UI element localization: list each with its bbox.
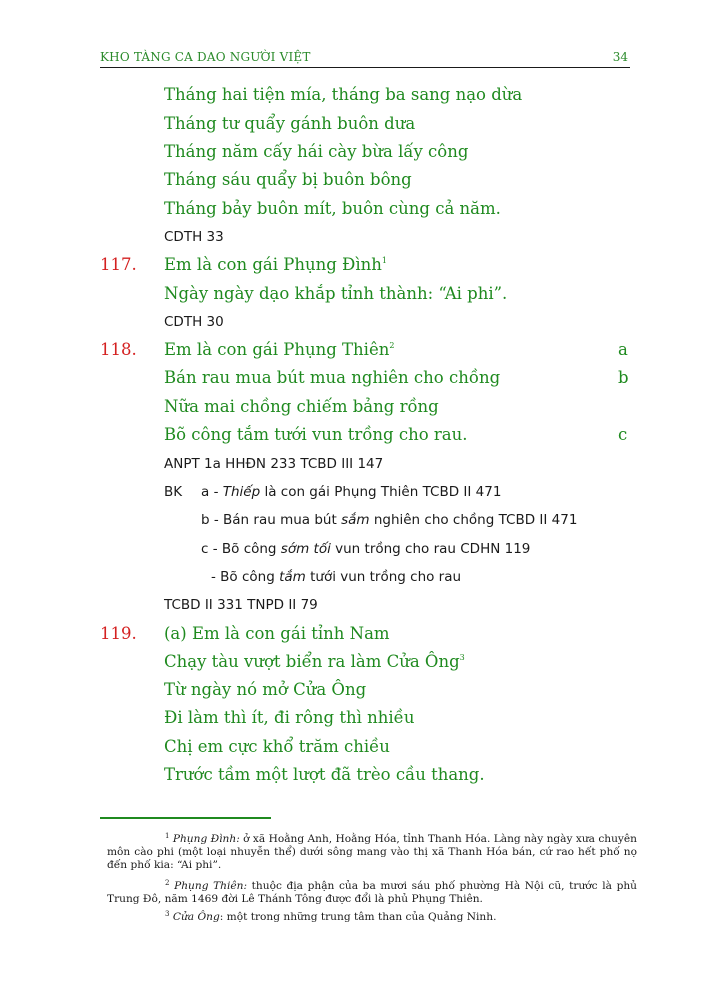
variant-emphasis: sớm tối	[280, 541, 331, 557]
book-title: KHO TÀNG CA DAO NGƯỜI VIỆT	[100, 50, 311, 64]
verse-line: Tháng sáu quẩy bị buôn bông	[164, 170, 412, 189]
variant-line	[201, 484, 501, 500]
variant-line	[201, 541, 530, 557]
variant-text: b - Bán rau mua bút	[201, 512, 342, 528]
variant-line	[201, 512, 577, 528]
verse-line: Bõ công tắm tưới vun trồng cho rau.	[164, 425, 468, 444]
footnote-term: Cửa Ông	[172, 911, 220, 923]
variant-text: tưới vun trồng cho rau	[305, 569, 462, 585]
verse-line: Đi làm thì ít, đi rông thì nhiều	[164, 708, 415, 727]
footnote-text: ở xã Hoằng Anh, Hoằng Hóa, tỉnh Thanh Hóa. Làng này ngày xưa chuyên môn cào phi (một loại nhuyễn thể) dưới sông mang vào thị xã Thanh Hóa bán, cứ rao hết phố nọ đến phố kia: “Ai phi”.	[107, 833, 638, 871]
source-citation: CDTH 33	[164, 229, 224, 245]
verse-line	[164, 255, 387, 274]
variant-text: là con gái Phụng Thiên TCBD II 471	[260, 484, 502, 500]
running-header	[100, 49, 630, 68]
source-citation: ANPT 1a HHĐN 233 TCBD III 147	[164, 456, 384, 472]
verse-line	[164, 340, 394, 359]
footnote-separator	[100, 817, 271, 819]
verse-line: Nữa mai chồng chiếm bảng rồng	[164, 397, 439, 416]
verse-line: Tháng bảy buôn mít, buôn cùng cả năm.	[164, 199, 501, 218]
verse-line: Tháng năm cấy hái cày bừa lấy công	[164, 142, 469, 161]
footnote-marker: 2	[389, 341, 395, 350]
footnote	[107, 830, 637, 872]
verse-line: (a) Em là con gái tỉnh Nam	[164, 624, 390, 643]
variant-letter: a	[618, 340, 628, 359]
source-citation: CDTH 30	[164, 314, 224, 330]
variant-text: nghiên cho chồng TCBD II 471	[369, 512, 578, 528]
footnote-number: 3	[165, 910, 170, 918]
verse-line: Tháng tư quẩy gánh buôn dưa	[164, 114, 416, 133]
footnote-marker: 1	[381, 256, 387, 265]
variant-letter: b	[618, 368, 629, 387]
verse-text: Em là con gái Phụng Đình	[164, 255, 382, 274]
entry-number: 119.	[100, 624, 137, 643]
variant-text: - Bõ công	[211, 569, 280, 585]
variant-text: a -	[201, 484, 223, 500]
footnote-text: : một trong những trung tâm than của Quảng Ninh.	[219, 911, 497, 923]
source-citation: TCBD II 331 TNPD II 79	[164, 597, 318, 613]
verse-line: Trước tầm một lượt đã trèo cầu thang.	[164, 765, 485, 784]
variant-label: BK	[164, 484, 183, 500]
variant-emphasis: Thiếp	[222, 484, 261, 500]
footnote-term: Phụng Thiên:	[174, 880, 248, 892]
verse-text: Em là con gái Phụng Thiên	[164, 340, 390, 359]
verse-line: Bán rau mua bút mua nghiên cho chồng	[164, 368, 501, 387]
entry-number: 117.	[100, 255, 137, 274]
verse-line: Tháng hai tiện mía, tháng ba sang nạo dừa	[164, 85, 523, 104]
verse-line: Từ ngày nó mở Cửa Ông	[164, 680, 367, 699]
footnote	[107, 877, 637, 906]
verse-line: Chị em cực khổ trăm chiều	[164, 737, 390, 756]
variant-emphasis: sắm	[341, 512, 370, 528]
verse-line	[164, 652, 465, 671]
footnote-number: 2	[165, 879, 170, 887]
variant-text: vun trồng cho rau CDHN 119	[330, 541, 531, 557]
footnote	[107, 908, 637, 924]
footnote-marker: 3	[459, 653, 465, 662]
footnote-text: thuộc địa phận của ba mươi sáu phố phường Hà Nội cũ, trước là phủ Trung Đô, năm 1469 đời Lê Thánh Tông được đổi là phủ Phụng Thiên.	[107, 880, 637, 905]
variant-line	[211, 569, 461, 585]
footnote-number: 1	[165, 832, 170, 840]
footnote-term: Phụng Đình:	[172, 833, 240, 845]
verse-text: Chạy tàu vượt biển ra làm Cửa Ông	[164, 652, 460, 671]
page-number: 34	[612, 50, 628, 64]
variant-letter: c	[618, 425, 628, 444]
variant-text: c - Bõ công	[201, 541, 281, 557]
variant-emphasis: tắm	[279, 569, 306, 585]
verse-line: Ngày ngày dạo khắp tỉnh thành: “Ai phi”.	[164, 284, 508, 303]
entry-number: 118.	[100, 340, 137, 359]
